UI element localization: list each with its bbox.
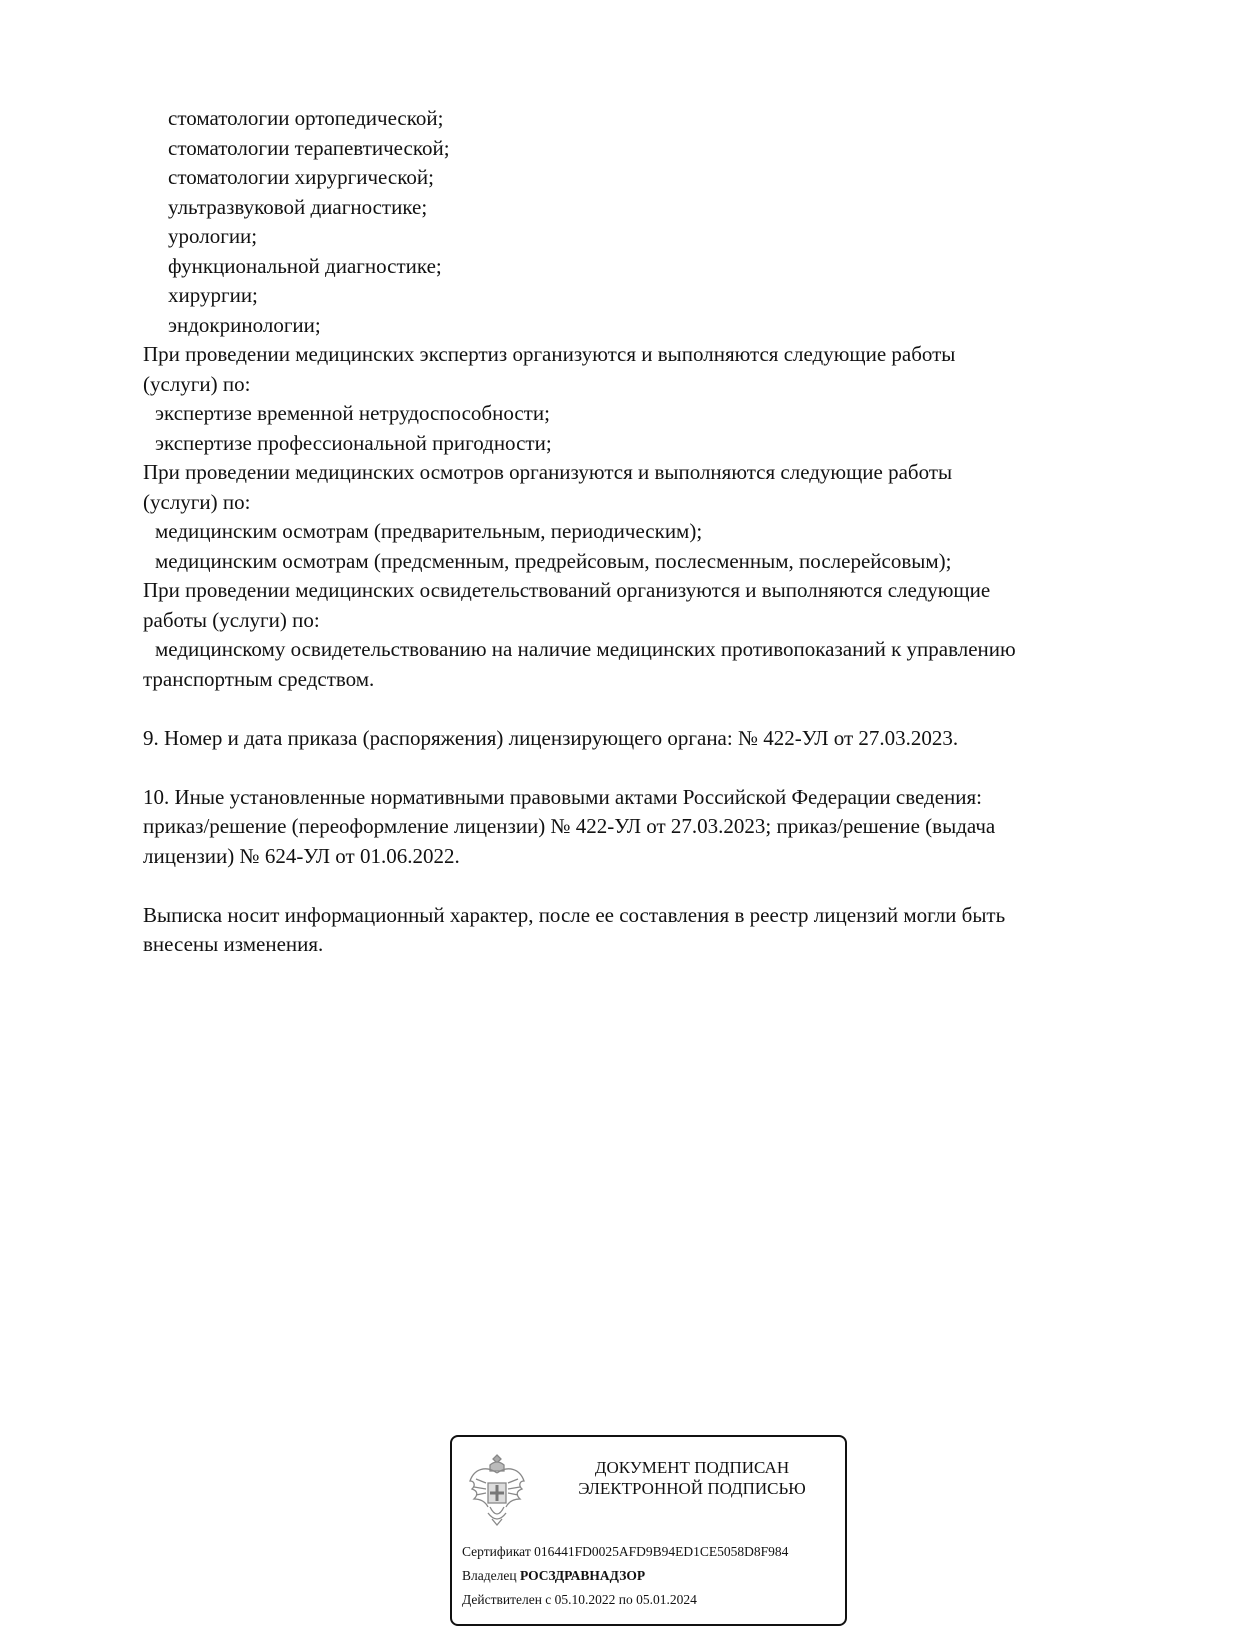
paragraph-line: транспортным средством. [143,666,375,691]
owner-row [462,1564,788,1588]
paragraph-line: При проведении медицинских экспертиз организуются и выполняются следующие работы [143,342,956,366]
certificate-row [462,1540,788,1564]
list-item: медицинским осмотрам (предварительным, периодическим); [155,519,703,543]
section-10: 10. Иные установленные нормативными правовыми актами Российской Федерации сведения: [143,784,983,809]
disclaimer: Выписка носит информационный характер, после ее составления в реестр лицензий могли быть [143,902,1006,927]
blank-line [0,694,1240,724]
stamp-title-line: ДОКУМЕНТ ПОДПИСАН [594,1458,790,1477]
owner-label: Владелец [462,1568,517,1583]
stamp-title [552,1457,832,1499]
paragraph-line: (услуги) по: [143,489,251,514]
electronic-signature-stamp [450,1435,847,1626]
blank-line [0,871,1240,901]
paragraph-line: При проведении медицинских осмотров организуются и выполняются следующие работы [143,460,953,484]
certificate-value: 016441FD0025AFD9B94ED1CE5058D8F984 [534,1544,789,1559]
validity-period: Действителен с 05.10.2022 по 05.01.2024 [462,1592,697,1607]
list-item: экспертизе профессиональной пригодности; [155,430,552,455]
document-body [0,104,1240,960]
blank-line [0,753,1240,783]
list-item: стоматологии терапевтической; [168,135,450,160]
list-item: стоматологии ортопедической; [168,106,444,130]
list-item: медицинскому освидетельствованию на наличие медицинских противопоказаний к управлению [155,637,1016,661]
list-item: экспертизе временной нетрудоспособности; [155,401,550,425]
list-item: функциональной диагностике; [168,253,442,278]
stamp-details [462,1540,788,1612]
list-item: эндокринологии; [168,312,321,337]
list-item: урологии; [168,224,258,248]
section-9: 9. Номер и дата приказа (распоряжения) лицензирующего органа: № 422-УЛ от 27.03.2023. [143,725,959,750]
list-item: медицинским осмотрам (предсменным, предрейсовым, послесменным, послерейсовым); [155,548,952,573]
owner-value: РОСЗДРАВНАДЗОР [519,1568,646,1583]
paragraph-line: При проведении медицинских освидетельствований организуются и выполняются следующие [143,578,991,602]
coat-of-arms-icon [466,1451,528,1527]
paragraph-line: приказ/решение (переоформление лицензии) № 422-УЛ от 27.03.2023; приказ/решение (выдача [143,814,996,838]
paragraph-line: лицензии) № 624-УЛ от 01.06.2022. [143,843,460,868]
list-item: стоматологии хирургической; [168,165,434,189]
stamp-title-line: ЭЛЕКТРОННОЙ ПОДПИСЬЮ [578,1479,806,1498]
list-item: хирургии; [168,283,258,307]
list-item: ультразвуковой диагностике; [168,194,428,219]
paragraph-line: работы (услуги) по: [143,607,320,632]
paragraph-line: (услуги) по: [143,371,251,396]
certificate-label: Сертификат [462,1544,531,1559]
disclaimer: внесены изменения. [143,932,324,956]
